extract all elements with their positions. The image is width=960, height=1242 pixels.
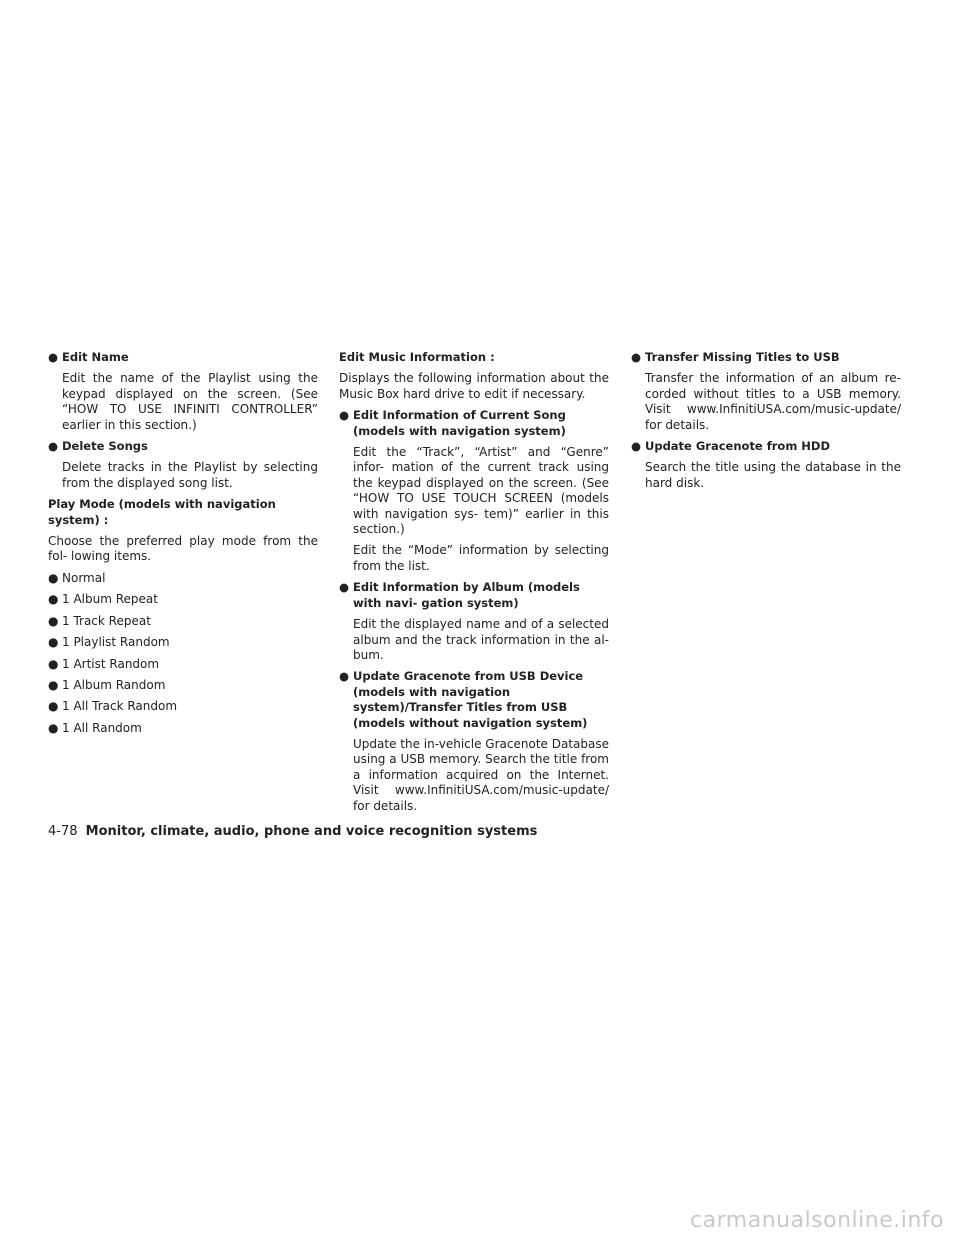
current-song-text-2: Edit the “Mode” information by selecting from the list. xyxy=(353,543,609,573)
bullet-icon: ● xyxy=(48,635,59,650)
mode-item: ● Normal xyxy=(48,570,106,585)
bullet-icon: ● xyxy=(631,350,642,364)
play-mode-text: Choose the preferred play mode from the fol- lowing items. xyxy=(48,534,318,564)
bullet-current-song: ● Edit Information of Current Song (models with navigation system) xyxy=(339,408,566,438)
play-mode-heading: Play Mode (models with navigation system) : xyxy=(48,497,276,527)
bullet-edit-name: ● Edit Name xyxy=(48,350,129,364)
bullet-delete-songs: ● Delete Songs xyxy=(48,439,148,454)
mode-item: ● 1 Track Repeat xyxy=(48,613,151,628)
bullet-icon: ● xyxy=(48,592,59,607)
mode-item: ● 1 Album Repeat xyxy=(48,592,158,607)
bullet-icon: ● xyxy=(339,408,350,423)
bullet-icon: ● xyxy=(631,439,642,454)
bullet-icon: ● xyxy=(48,677,59,692)
bullet-icon: ● xyxy=(48,656,59,671)
page-number: 4-78 xyxy=(48,824,78,839)
mode-item: ● 1 Album Random xyxy=(48,677,166,692)
edit-music-heading: Edit Music Information : xyxy=(339,350,495,364)
column-3 xyxy=(631,350,901,497)
bullet-icon: ● xyxy=(48,699,59,714)
gracenote-usb-text: Update the in-vehicle Gracenote Database using a USB memory. Search the title from a information acquired on the Internet. Visit www.InfinitiUSA.com/music-update/ for details. xyxy=(353,736,609,813)
mode-item: ● 1 All Track Random xyxy=(48,699,178,714)
bullet-update-hdd: ● Update Gracenote from HDD xyxy=(631,439,831,454)
edit-music-intro: Displays the following information about the Music Box hard drive to edit if necessary. xyxy=(339,371,609,401)
update-hdd-text: Search the title using the database in the hard disk. xyxy=(645,460,901,490)
bullet-transfer-missing: ● Transfer Missing Titles to USB xyxy=(631,350,840,364)
transfer-missing-text: Transfer the information of an album re- corded without titles to a USB memory. Visit www.InfinitiUSA.com/music-update/ for details. xyxy=(645,371,901,432)
mode-item: ● 1 All Random xyxy=(48,720,142,735)
bullet-icon: ● xyxy=(339,580,350,595)
current-song-text-1: Edit the “Track”, “Artist” and “Genre” infor- mation of the current track using the keypad displayed on the screen. (See “HOW TO USE TOUCH SCREEN (models with navigation sys- tem)” earlier in this section.) xyxy=(353,445,609,537)
bullet-by-album: ● Edit Information by Album (models with navi- gation system) xyxy=(339,580,580,610)
delete-songs-text: Delete tracks in the Playlist by selecting from the displayed song list. xyxy=(62,460,318,490)
watermark: carmanualsonline.info xyxy=(690,1208,944,1233)
column-1 xyxy=(48,350,318,742)
mode-item: ● 1 Playlist Random xyxy=(48,635,170,650)
bullet-icon: ● xyxy=(48,613,59,628)
bullet-icon: ● xyxy=(48,439,59,454)
mode-item: ● 1 Artist Random xyxy=(48,656,160,671)
bullet-icon: ● xyxy=(48,570,59,585)
edit-name-text: Edit the name of the Playlist using the keypad displayed on the screen. (See “HOW TO USE INFINITI CONTROLLER” earlier in this section.) xyxy=(62,371,318,432)
bullet-icon: ● xyxy=(48,720,59,735)
by-album-text: Edit the displayed name and of a selected album and the track information in the al- bum. xyxy=(353,617,609,662)
bullet-icon: ● xyxy=(339,669,350,684)
column-2 xyxy=(339,350,609,820)
section-title: Monitor, climate, audio, phone and voice recognition systems xyxy=(85,824,538,839)
bullet-icon: ● xyxy=(48,350,59,364)
bullet-gracenote-usb: ● Update Gracenote from USB Device (models with navigation system)/Transfer Titles from USB (models without navigation system) xyxy=(339,669,588,730)
page-footer xyxy=(48,824,537,839)
